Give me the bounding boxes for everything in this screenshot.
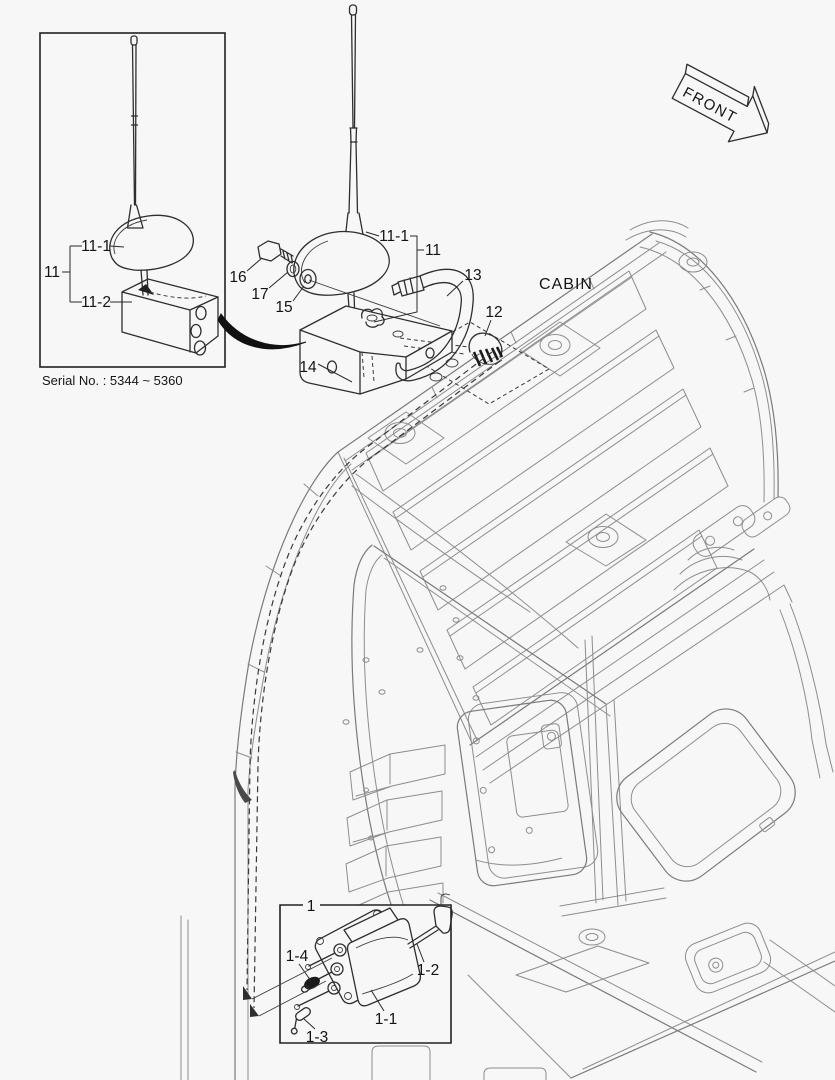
- part-label-1-2: 1-2: [416, 962, 440, 979]
- front-arrow-label: FRONT: [679, 83, 741, 127]
- swoosh-arrow: [218, 314, 306, 349]
- roof-hinge-pad-2: [739, 494, 793, 540]
- part-label-17: 17: [251, 286, 269, 303]
- part-label-15: 15: [275, 299, 293, 316]
- part-label-1-3: 1-3: [305, 1029, 329, 1046]
- antenna-bracket: [300, 280, 452, 394]
- floor-corner-bracket: [681, 919, 775, 997]
- mount-bolt: [258, 241, 293, 263]
- part-label-13: 13: [464, 267, 482, 284]
- serial-inset-box: [40, 33, 225, 367]
- part-label-inset-11-2: 11-2: [81, 294, 111, 311]
- floor-gusset: [516, 929, 649, 992]
- part-label-inset-11-1: 11-1: [81, 238, 111, 255]
- cabin-label: CABIN: [539, 276, 593, 293]
- cabin-line-drawing: [181, 221, 835, 1080]
- part-label-inset-11: 11: [43, 264, 61, 281]
- side-window-frame: [606, 699, 807, 894]
- part-label-16: 16: [229, 269, 247, 286]
- part-label-1-4: 1-4: [285, 948, 309, 965]
- part-label-1: 1: [306, 898, 316, 915]
- antenna-whip: [343, 5, 367, 258]
- main-antenna-assembly: [218, 5, 549, 404]
- part-label-11-1: 11-1: [379, 228, 409, 245]
- roof-mount-center: [566, 514, 646, 566]
- part-label-12: 12: [485, 304, 503, 321]
- front-direction-arrow: [664, 54, 784, 156]
- part-label-14: 14: [299, 359, 317, 376]
- wall-panel-box: [454, 691, 600, 888]
- part-label-11: 11: [424, 242, 442, 259]
- serial-number-caption: Serial No. : 5344 ~ 5360: [42, 373, 183, 388]
- part-label-1-1: 1-1: [374, 1011, 398, 1028]
